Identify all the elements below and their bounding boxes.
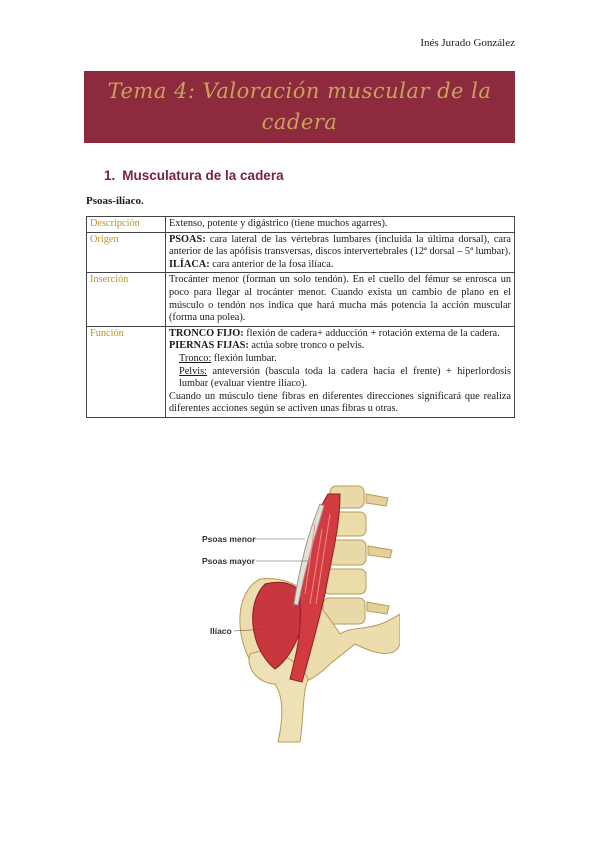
- section-heading: [104, 168, 284, 183]
- pelvis-label: Pelvis:: [179, 365, 208, 377]
- psoas-text: cara lateral de las vértebras lumbares (incluida la última dorsal), cara anterior de las apófisis transversas, discos intervertebrales (12ª dorsal – 5ª lumbar).: [169, 233, 511, 258]
- author-name: Inés Jurado González: [420, 37, 515, 49]
- psoas-iliaco-illustration: [190, 484, 400, 744]
- row-label-funcion: Función: [87, 326, 166, 417]
- label-psoas-menor: Psoas menor: [202, 534, 256, 544]
- row-label-insercion: Inserción: [87, 273, 166, 326]
- row-content-descripcion: Extenso, potente y digástrico (tiene muchos agarres).: [166, 217, 515, 233]
- iliaca-title: ILÍACA:: [169, 258, 210, 270]
- tronco-sub-label: Tronco:: [179, 352, 212, 364]
- row-content-funcion: [166, 326, 515, 417]
- piernas-fijas-title: PIERNAS FIJAS:: [169, 340, 249, 352]
- table-row-funcion: [87, 326, 515, 417]
- piernas-fijas-text: actúa sobre tronco o pelvis.: [248, 340, 365, 352]
- table-row-descripcion: [87, 217, 515, 233]
- row-label-descripcion: Descripción: [87, 217, 166, 233]
- label-iliaco: Ilíaco: [210, 626, 232, 636]
- table-row-origen: [87, 232, 515, 273]
- subsection-title: Psoas-ilíaco.: [86, 195, 144, 207]
- section-number: 1.: [104, 168, 116, 183]
- row-label-origen: Origen: [87, 232, 166, 273]
- section-title: Musculatura de la cadera: [122, 168, 284, 183]
- row-content-insercion: Trocánter menor (forman un solo tendón). En el cuello del fémur se enrosca un poco para llegar al trocánter menor. Cuando exista un cambio de plano en el músculo o tendón nos indica que hará mucha más potencia la acción muscular (forma una polea).: [166, 273, 515, 326]
- fibers-note: Cuando un músculo tiene fibras en diferentes direcciones significará que realiza diferentes acciones según se activen unas fibras u otras.: [169, 390, 511, 415]
- tronco-sub-text: flexión lumbar.: [211, 352, 277, 364]
- page-title: Tema 4: Valoración muscular de la cadera: [107, 79, 492, 134]
- pelvis-text: anteversión (bascula toda la cadera hacia el frente) + hiperlordosis lumbar (evaluar vientre ilíaco).: [179, 365, 511, 390]
- row-content-origen: [166, 232, 515, 273]
- title-banner: [84, 71, 515, 143]
- iliaca-text: cara anterior de la fosa ilíaca.: [209, 258, 334, 270]
- label-psoas-mayor: Psoas mayor: [202, 556, 255, 566]
- muscle-info-table: [86, 216, 515, 418]
- tronco-fijo-text: flexión de cadera+ adducción + rotación externa de la cadera.: [243, 327, 500, 339]
- table-row-insercion: [87, 273, 515, 326]
- tronco-fijo-title: TRONCO FIJO:: [169, 327, 244, 339]
- psoas-title: PSOAS:: [169, 233, 206, 245]
